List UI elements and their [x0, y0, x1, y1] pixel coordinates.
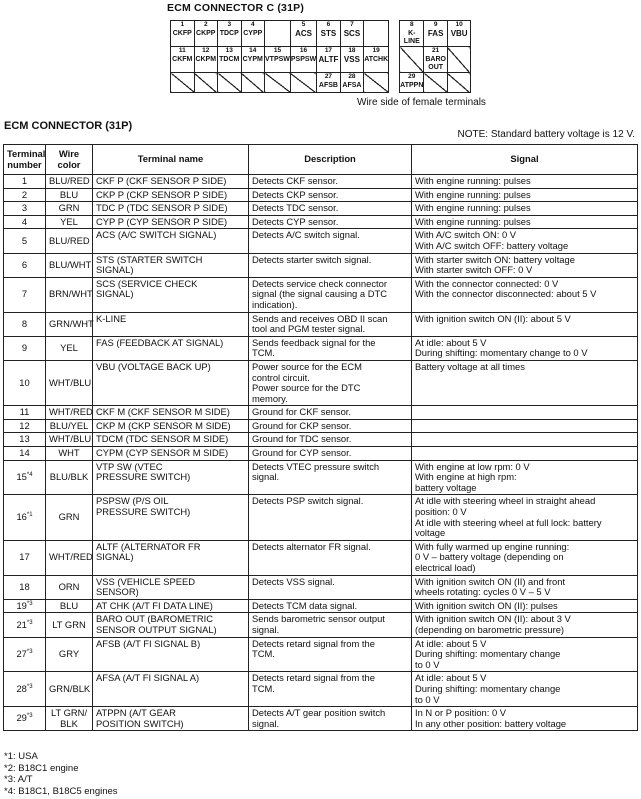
wire-color: YEL [46, 215, 93, 229]
pin-18: 18 VSS [340, 47, 364, 73]
description: Ground for CKP sensor. [249, 419, 412, 433]
terminal-number [4, 540, 46, 575]
terminal-number [4, 175, 46, 189]
terminal-table [3, 144, 638, 731]
description: Detects TCM data signal. [249, 599, 412, 613]
terminal-name: CKF P (CKF SENSOR P SIDE) [93, 175, 249, 189]
terminal-number [4, 460, 46, 495]
pin-28: 28 AFSA [340, 73, 364, 93]
terminal-name: PSPSW (P/S OIL PRESSURE SWITCH) [93, 495, 249, 540]
table-row [4, 215, 638, 229]
signal: With engine running: pulses [412, 175, 638, 189]
connector-diagram [170, 20, 471, 93]
pin-blank [447, 47, 471, 73]
terminal-number [4, 336, 46, 360]
terminal-number [4, 433, 46, 447]
footnote: *1: USA [4, 751, 38, 762]
terminal-name: SCS (SERVICE CHECK SIGNAL) [93, 277, 249, 312]
pin-10: 10 VBU [447, 21, 471, 47]
terminal-name: CKF M (CKF SENSOR M SIDE) [93, 406, 249, 420]
pin-17: 17 ALTF [317, 47, 341, 73]
signal: With ignition switch ON (II): about 5 V [412, 312, 638, 336]
terminal-number-value: 15 [16, 471, 27, 483]
terminal-number-value: 18 [19, 580, 30, 592]
wire-color: BLU/BLK [46, 460, 93, 495]
terminal-number [4, 277, 46, 312]
pin-blank [364, 73, 389, 93]
terminal-number-value: 27 [16, 648, 27, 660]
table-row [4, 406, 638, 420]
pin-14: 14 CYPM [241, 47, 265, 73]
footnote: *2: B18C1 engine [4, 762, 79, 774]
description: Sends and receives OBD II scan tool and PGM tester signal. [249, 312, 412, 336]
description: Detects CKF sensor. [249, 175, 412, 189]
description: Detects starter switch signal. [249, 253, 412, 277]
terminal-name: VBU (VOLTAGE BACK UP) [93, 360, 249, 405]
description: Detects CYP sensor. [249, 215, 412, 229]
signal: With A/C switch ON: 0 V With A/C switch OFF: battery voltage [412, 229, 638, 253]
description: Power source for the ECM control circuit. Power source for the DTC memory. [249, 360, 412, 405]
description: Ground for CYP sensor. [249, 447, 412, 461]
terminal-number [4, 613, 46, 637]
table-row [4, 312, 638, 336]
pin-16: 16 PSPSW [290, 47, 316, 73]
description: Ground for CKF sensor. [249, 406, 412, 420]
terminal-number-value: 6 [21, 258, 28, 270]
terminal-name: CYPM (CYP SENSOR M SIDE) [93, 447, 249, 461]
signal: At idle: about 5 V During shifting: momentary change to 0 V [412, 336, 638, 360]
signal: With engine at low rpm: 0 V With engine at high rpm: battery voltage [412, 460, 638, 495]
footnote-ref: *3 [26, 619, 33, 626]
terminal-name: VTP SW (VTEC PRESSURE SWITCH) [93, 460, 249, 495]
terminal-number-value: 14 [19, 447, 30, 459]
col-description: Description [249, 145, 412, 175]
description: Sends feedback signal for the TCM. [249, 336, 412, 360]
footnote: *4: B18C1, B18C5 engines [4, 785, 118, 797]
table-header [4, 145, 638, 175]
signal [412, 433, 638, 447]
terminal-number [4, 575, 46, 599]
terminal-name: VSS (VEHICLE SPEED SENSOR) [93, 575, 249, 599]
pin-blank [265, 21, 291, 47]
terminal-number [4, 707, 46, 731]
wire-color: BLU [46, 188, 93, 202]
pin-blank [447, 73, 471, 93]
signal [412, 406, 638, 420]
pin-12: 12 CKPM [194, 47, 218, 73]
terminal-number-value: 5 [21, 234, 28, 246]
pin-5: 5 ACS [290, 21, 316, 47]
wire-color: GRN/BLK [46, 672, 93, 707]
col-wire-color: Wire color [46, 145, 93, 175]
terminal-name: TDC P (TDC SENSOR P SIDE) [93, 202, 249, 216]
terminal-number [4, 253, 46, 277]
table-row [4, 175, 638, 189]
wire-color: WHT/RED [46, 540, 93, 575]
table-row [4, 336, 638, 360]
terminal-number [4, 360, 46, 405]
wire-color: WHT/RED [46, 406, 93, 420]
pin-blank [424, 73, 448, 93]
terminal-number-value: 13 [19, 433, 30, 445]
terminal-number [4, 202, 46, 216]
table-row [4, 495, 638, 540]
terminal-name: ACS (A/C SWITCH SIGNAL) [93, 229, 249, 253]
pin-blank [218, 73, 242, 93]
description: Detects A/C switch signal. [249, 229, 412, 253]
terminal-number-value: 11 [19, 406, 30, 418]
pin-4: 4 CYPP [241, 21, 265, 47]
pin-9: 9 FAS [424, 21, 448, 47]
wire-color: YEL [46, 336, 93, 360]
table-row [4, 672, 638, 707]
footnote: *3: A/T [4, 774, 33, 785]
pin-8: 8 K-LINE [400, 21, 424, 47]
wire-color: LT GRN/ BLK [46, 707, 93, 731]
table-row [4, 253, 638, 277]
terminal-number-value: 9 [21, 342, 28, 354]
terminal-number-value: 8 [21, 317, 28, 329]
voltage-note: NOTE: Standard battery voltage is 12 V. [457, 129, 635, 140]
pin-29: 29 ATPPN [400, 73, 424, 93]
terminal-number [4, 672, 46, 707]
table-row [4, 433, 638, 447]
terminal-number [4, 637, 46, 672]
table-row [4, 277, 638, 312]
wire-color: ORN [46, 575, 93, 599]
terminal-number [4, 599, 46, 613]
pin-21: 21 BARO OUT [425, 47, 446, 71]
signal: In N or P position: 0 V In any other position: battery voltage [412, 707, 638, 731]
terminal-number-value: 29 [16, 712, 27, 724]
table-row [4, 229, 638, 253]
terminal-number [4, 406, 46, 420]
terminal-number-value: 16 [16, 511, 27, 523]
terminal-name: STS (STARTER SWITCH SIGNAL) [93, 253, 249, 277]
terminal-name: K-LINE [93, 312, 249, 336]
signal: With starter switch ON: battery voltage With starter switch OFF: 0 V [412, 253, 638, 277]
section-title: ECM CONNECTOR (31P) [4, 120, 133, 132]
signal: With the connector connected: 0 V With the connector disconnected: about 5 V [412, 277, 638, 312]
pin-15: 15 VTPSW [265, 47, 291, 73]
terminal-number [4, 229, 46, 253]
description: Detects retard signal from the TCM. [249, 637, 412, 672]
description: Ground for TDC sensor. [249, 433, 412, 447]
wire-color: GRN [46, 495, 93, 540]
signal: With engine running: pulses [412, 188, 638, 202]
signal: With fully warmed up engine running: 0 V – battery voltage (depending on electrical load) [412, 540, 638, 575]
terminal-name: AFSB (A/T FI SIGNAL B) [93, 637, 249, 672]
signal: With ignition switch ON (II): about 3 V (depending on barometric pressure) [412, 613, 638, 637]
description: Detects CKP sensor. [249, 188, 412, 202]
wire-color: BLU [46, 599, 93, 613]
signal: With engine running: pulses [412, 215, 638, 229]
terminal-name: AFSA (A/T FI SIGNAL A) [93, 672, 249, 707]
terminal-number [4, 312, 46, 336]
pin-7: 7 SCS [340, 21, 364, 47]
terminal-number-value: 10 [19, 376, 30, 388]
footnote-ref: *4 [26, 472, 33, 479]
terminal-number-value: 21 [16, 618, 27, 630]
pin-27: 27 AFSB [317, 73, 341, 93]
wire-color: WHT/BLU [46, 433, 93, 447]
terminal-name: AT CHK (A/T FI DATA LINE) [93, 599, 249, 613]
terminal-name: TDCM (TDC SENSOR M SIDE) [93, 433, 249, 447]
connector-title: ECM CONNECTOR C (31P) [167, 2, 305, 14]
description: Detects retard signal from the TCM. [249, 672, 412, 707]
pin-blank [364, 21, 389, 47]
pin-19: 19 ATCHK [364, 47, 389, 73]
pin-13: 13 TDCM [218, 47, 242, 73]
col-signal: Signal [412, 145, 638, 175]
table-row [4, 707, 638, 731]
pin-3: 3 TDCP [218, 21, 242, 47]
wire-color: GRY [46, 637, 93, 672]
terminal-name: CKP M (CKP SENSOR M SIDE) [93, 419, 249, 433]
signal: At idle: about 5 V During shifting: momentary change to 0 V [412, 637, 638, 672]
pin-blank [290, 73, 316, 93]
terminal-number-value: 4 [21, 215, 28, 227]
terminal-name: FAS (FEEDBACK AT SIGNAL) [93, 336, 249, 360]
wire-color: GRN/WHT [46, 312, 93, 336]
pin-blank [194, 73, 218, 93]
pin-blank [241, 73, 265, 93]
signal: With ignition switch ON (II) and front wheels rotating: cycles 0 V – 5 V [412, 575, 638, 599]
terminal-number-value: 7 [21, 288, 28, 300]
description: Detects A/T gear position switch signal. [249, 707, 412, 731]
terminal-number-value: 17 [19, 551, 30, 563]
table-row [4, 637, 638, 672]
table-row [4, 360, 638, 405]
terminal-number [4, 215, 46, 229]
terminal-number [4, 495, 46, 540]
wire-color: BLU/RED [46, 229, 93, 253]
col-terminal-number: Terminal number [4, 145, 46, 175]
signal: At idle: about 5 V During shifting: momentary change to 0 V [412, 672, 638, 707]
wire-color: BRN/WHT [46, 277, 93, 312]
terminal-name: BARO OUT (BAROMETRIC SENSOR OUTPUT SIGNAL) [93, 613, 249, 637]
table-row [4, 460, 638, 495]
wire-color: BLU/WHT [46, 253, 93, 277]
table-row [4, 447, 638, 461]
footnote-ref: *3 [26, 713, 33, 720]
col-terminal-name: Terminal name [93, 145, 249, 175]
footnote-ref: *3 [26, 683, 33, 690]
wire-color: WHT/BLU [46, 360, 93, 405]
terminal-name: CYP P (CYP SENSOR P SIDE) [93, 215, 249, 229]
wire-color: BLU/YEL [46, 419, 93, 433]
footnote-ref: *3 [26, 600, 33, 607]
description: Detects alternator FR signal. [249, 540, 412, 575]
pin-11: 11 CKFM [171, 47, 195, 73]
description: Detects TDC sensor. [249, 202, 412, 216]
terminal-number [4, 419, 46, 433]
signal: With engine running: pulses [412, 202, 638, 216]
terminal-number-value: 28 [16, 682, 27, 694]
terminal-number-value: 1 [21, 175, 28, 186]
signal [412, 419, 638, 433]
pin-2: 2 CKPP [194, 21, 218, 47]
signal: With ignition switch ON (II): pulses [412, 599, 638, 613]
description: Detects PSP switch signal. [249, 495, 412, 540]
terminal-number-value: 19 [16, 599, 27, 611]
wire-color: WHT [46, 447, 93, 461]
description: Detects VTEC pressure switch signal. [249, 460, 412, 495]
pin-1: 1 CKFP [171, 21, 195, 47]
wire-color: GRN [46, 202, 93, 216]
footnote-ref: *1 [26, 512, 33, 519]
terminal-number [4, 447, 46, 461]
terminal-name: ATPPN (A/T GEAR POSITION SWITCH) [93, 707, 249, 731]
terminal-number [4, 188, 46, 202]
signal: At idle with steering wheel in straight ahead position: 0 V At idle with steering wheel at full lock: battery voltage [412, 495, 638, 540]
description: Detects service check connector signal (the signal causing a DTC indication). [249, 277, 412, 312]
pin-blank [400, 47, 424, 73]
description: Detects VSS signal. [249, 575, 412, 599]
terminal-name: ALTF (ALTERNATOR FR SIGNAL) [93, 540, 249, 575]
terminal-number-value: 2 [21, 188, 28, 200]
pin-6: 6 STS [317, 21, 341, 47]
signal [412, 447, 638, 461]
table-row [4, 188, 638, 202]
table-row [4, 613, 638, 637]
pin-blank [265, 73, 291, 93]
wire-color: BLU/RED [46, 175, 93, 189]
table-row [4, 419, 638, 433]
description: Sends barometric sensor output signal. [249, 613, 412, 637]
footnote-ref: *3 [26, 649, 33, 656]
wire-color: LT GRN [46, 613, 93, 637]
wire-side-caption: Wire side of female terminals [357, 97, 486, 108]
pin-blank [171, 73, 195, 93]
table-row [4, 599, 638, 613]
table-row [4, 575, 638, 599]
terminal-number-value: 3 [21, 202, 28, 214]
table-row [4, 540, 638, 575]
terminal-name: CKP P (CKP SENSOR P SIDE) [93, 188, 249, 202]
table-row [4, 202, 638, 216]
terminal-number-value: 12 [19, 419, 30, 431]
signal: Battery voltage at all times [412, 360, 638, 405]
